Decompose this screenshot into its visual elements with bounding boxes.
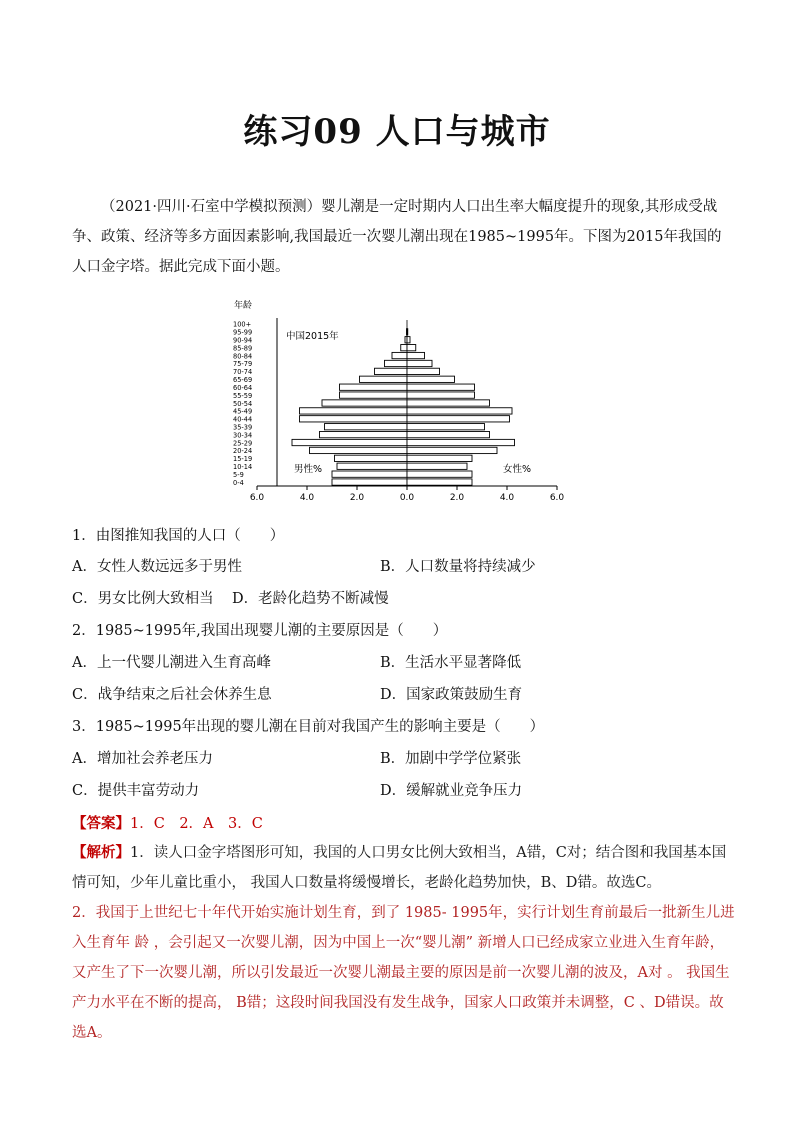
male-bar bbox=[332, 479, 407, 485]
female-bar bbox=[407, 384, 475, 390]
female-bar bbox=[407, 455, 472, 461]
age-group-label: 10-14 bbox=[233, 462, 253, 471]
female-bar bbox=[407, 360, 432, 366]
age-group-label: 45-49 bbox=[233, 407, 253, 416]
male-bar bbox=[340, 384, 408, 390]
female-bar bbox=[407, 424, 485, 430]
female-bar bbox=[407, 479, 472, 485]
question-1-stem: 1．由图推知我国的人口（ ） bbox=[72, 528, 285, 544]
male-bar bbox=[320, 431, 408, 437]
intro-paragraph: （2021·四川·石室中学模拟预测）婴儿潮是一定时期内人口出生率大幅度提升的现象,其形成受战争、政策、经济等多方面因素影响,我国最近一次婴儿潮出现在1985~1995年。下图为2015年我国的人口金字塔。据此完成下面小题。 bbox=[72, 199, 722, 275]
male-bar bbox=[292, 439, 407, 445]
female-bar bbox=[407, 471, 472, 477]
age-group-label: 90-94 bbox=[233, 336, 253, 345]
explanation-label: 【解析】 bbox=[72, 844, 130, 861]
population-pyramid-chart bbox=[226, 294, 571, 504]
age-group-label: 35-39 bbox=[233, 423, 253, 432]
female-bar bbox=[407, 376, 455, 382]
female-bar bbox=[407, 408, 512, 414]
female-bar bbox=[407, 416, 510, 422]
question-1-option-a: A．女性人数远远多于男性 bbox=[72, 559, 242, 575]
female-bar bbox=[407, 400, 490, 406]
male-bar bbox=[300, 416, 408, 422]
male-bar bbox=[300, 408, 408, 414]
question-1-option-b: B．人口数量将持续减少 bbox=[380, 559, 536, 575]
question-2-stem: 2．1985~1995年,我国出现婴儿潮的主要原因是（ ） bbox=[72, 623, 448, 639]
explanation-1-text: 1．读人口金字塔图形可知，我国的人口男女比例大致相当，A错，C对；结合图和我国基本国情可知，少年儿童比重小， 我国人口数量将缓慢增长，老龄化趋势加快，B、D错。故选C。 bbox=[72, 845, 727, 891]
male-bar bbox=[375, 368, 408, 374]
age-group-label: 0-4 bbox=[233, 478, 244, 487]
answer-label: 【答案】 bbox=[72, 815, 130, 832]
question-1-option-d-text: D．老龄化趋势不断减慢 bbox=[232, 591, 389, 607]
explanation-1 bbox=[72, 838, 737, 898]
age-group-label: 50-54 bbox=[233, 399, 253, 408]
question-3-option-c: C．提供丰富劳动力 bbox=[72, 783, 200, 799]
y-axis-title: 年龄 bbox=[234, 301, 253, 311]
male-label: 男性% bbox=[294, 464, 323, 475]
age-group-label: 15-19 bbox=[233, 455, 253, 464]
age-group-label: 70-74 bbox=[233, 368, 253, 377]
question-3-stem: 3．1985~1995年出现的婴儿潮在目前对我国产生的影响主要是（ ） bbox=[72, 719, 545, 735]
male-bar bbox=[360, 376, 408, 382]
female-bar bbox=[407, 368, 440, 374]
answer-text: 1．C 2．A 3．C bbox=[130, 816, 263, 832]
x-tick-label: 6.0 bbox=[549, 493, 565, 503]
male-bar bbox=[310, 447, 408, 453]
x-tick-label: 4.0 bbox=[299, 493, 315, 503]
question-1-option-c-text: C．男女比例大致相当 bbox=[72, 591, 214, 607]
female-bar bbox=[407, 463, 467, 469]
age-group-label: 30-34 bbox=[233, 431, 253, 440]
age-group-label: 65-69 bbox=[233, 376, 253, 385]
question-2-option-d: D．国家政策鼓励生育 bbox=[380, 687, 523, 703]
x-tick-label: 4.0 bbox=[499, 493, 515, 503]
x-tick-label: 6.0 bbox=[249, 493, 265, 503]
male-bar bbox=[340, 392, 408, 398]
chart-title: 中国2015年 bbox=[286, 331, 339, 342]
age-group-label: 55-59 bbox=[233, 391, 253, 400]
male-bar bbox=[335, 455, 408, 461]
explanation-2: 2．我国于上世纪七十年代开始实施计划生育，到了 1985- 1995年，实行计划生育前最后一批新生儿进入生育年 龄 ，会引起又一次婴儿潮，因为中国上一次“婴儿潮” 新增人口已经成家立业进入生育年龄，又产生了下一次婴儿潮，所以引发最近一次婴儿潮最主要的原因是前一次婴儿潮的波及，A对 。 我国生产力水平在不断的提高， B错；这段时间我国没有发生战争，国家人口政策并未调整，C 、D错误。故选A。 bbox=[72, 905, 735, 1041]
question-2-option-b: B．生活水平显著降低 bbox=[380, 655, 522, 671]
female-bar bbox=[407, 352, 425, 358]
male-bar bbox=[337, 463, 407, 469]
age-group-label: 20-24 bbox=[233, 447, 253, 456]
age-group-label: 5-9 bbox=[233, 470, 244, 479]
age-group-label: 75-79 bbox=[233, 360, 253, 369]
age-group-label: 60-64 bbox=[233, 383, 253, 392]
male-bar bbox=[325, 424, 408, 430]
female-label: 女性% bbox=[503, 464, 532, 475]
male-bar bbox=[401, 345, 407, 351]
female-bar bbox=[407, 345, 416, 351]
answer-line bbox=[72, 812, 263, 833]
question-3-option-b: B．加剧中学学位紧张 bbox=[380, 751, 522, 767]
x-tick-label: 2.0 bbox=[449, 493, 465, 503]
question-2-option-c: C．战争结束之后社会休养生息 bbox=[72, 687, 272, 703]
x-tick-label: 2.0 bbox=[349, 493, 365, 503]
page-title: 练习09 人口与城市 bbox=[243, 112, 551, 152]
female-bar bbox=[407, 439, 515, 445]
female-bar bbox=[407, 447, 497, 453]
age-group-label: 95-99 bbox=[233, 328, 253, 337]
female-bar bbox=[407, 329, 408, 335]
question-3-option-a: A．增加社会养老压力 bbox=[72, 751, 213, 767]
male-bar bbox=[392, 352, 407, 358]
question-2-option-a: A．上一代婴儿潮进入生育高峰 bbox=[72, 655, 271, 671]
male-bar bbox=[385, 360, 408, 366]
age-group-label: 80-84 bbox=[233, 352, 253, 361]
male-bar bbox=[322, 400, 407, 406]
female-bar bbox=[407, 337, 410, 343]
female-bar bbox=[407, 392, 475, 398]
female-bar bbox=[407, 431, 490, 437]
question-1-option-c bbox=[72, 589, 389, 609]
x-tick-label: 0.0 bbox=[399, 493, 415, 503]
age-group-label: 25-29 bbox=[233, 439, 253, 448]
age-group-label: 85-89 bbox=[233, 344, 253, 353]
male-bar bbox=[332, 471, 407, 477]
question-3-option-d: D．缓解就业竞争压力 bbox=[380, 783, 523, 799]
age-group-label: 40-44 bbox=[233, 415, 253, 424]
age-group-label: 100+ bbox=[233, 320, 252, 329]
